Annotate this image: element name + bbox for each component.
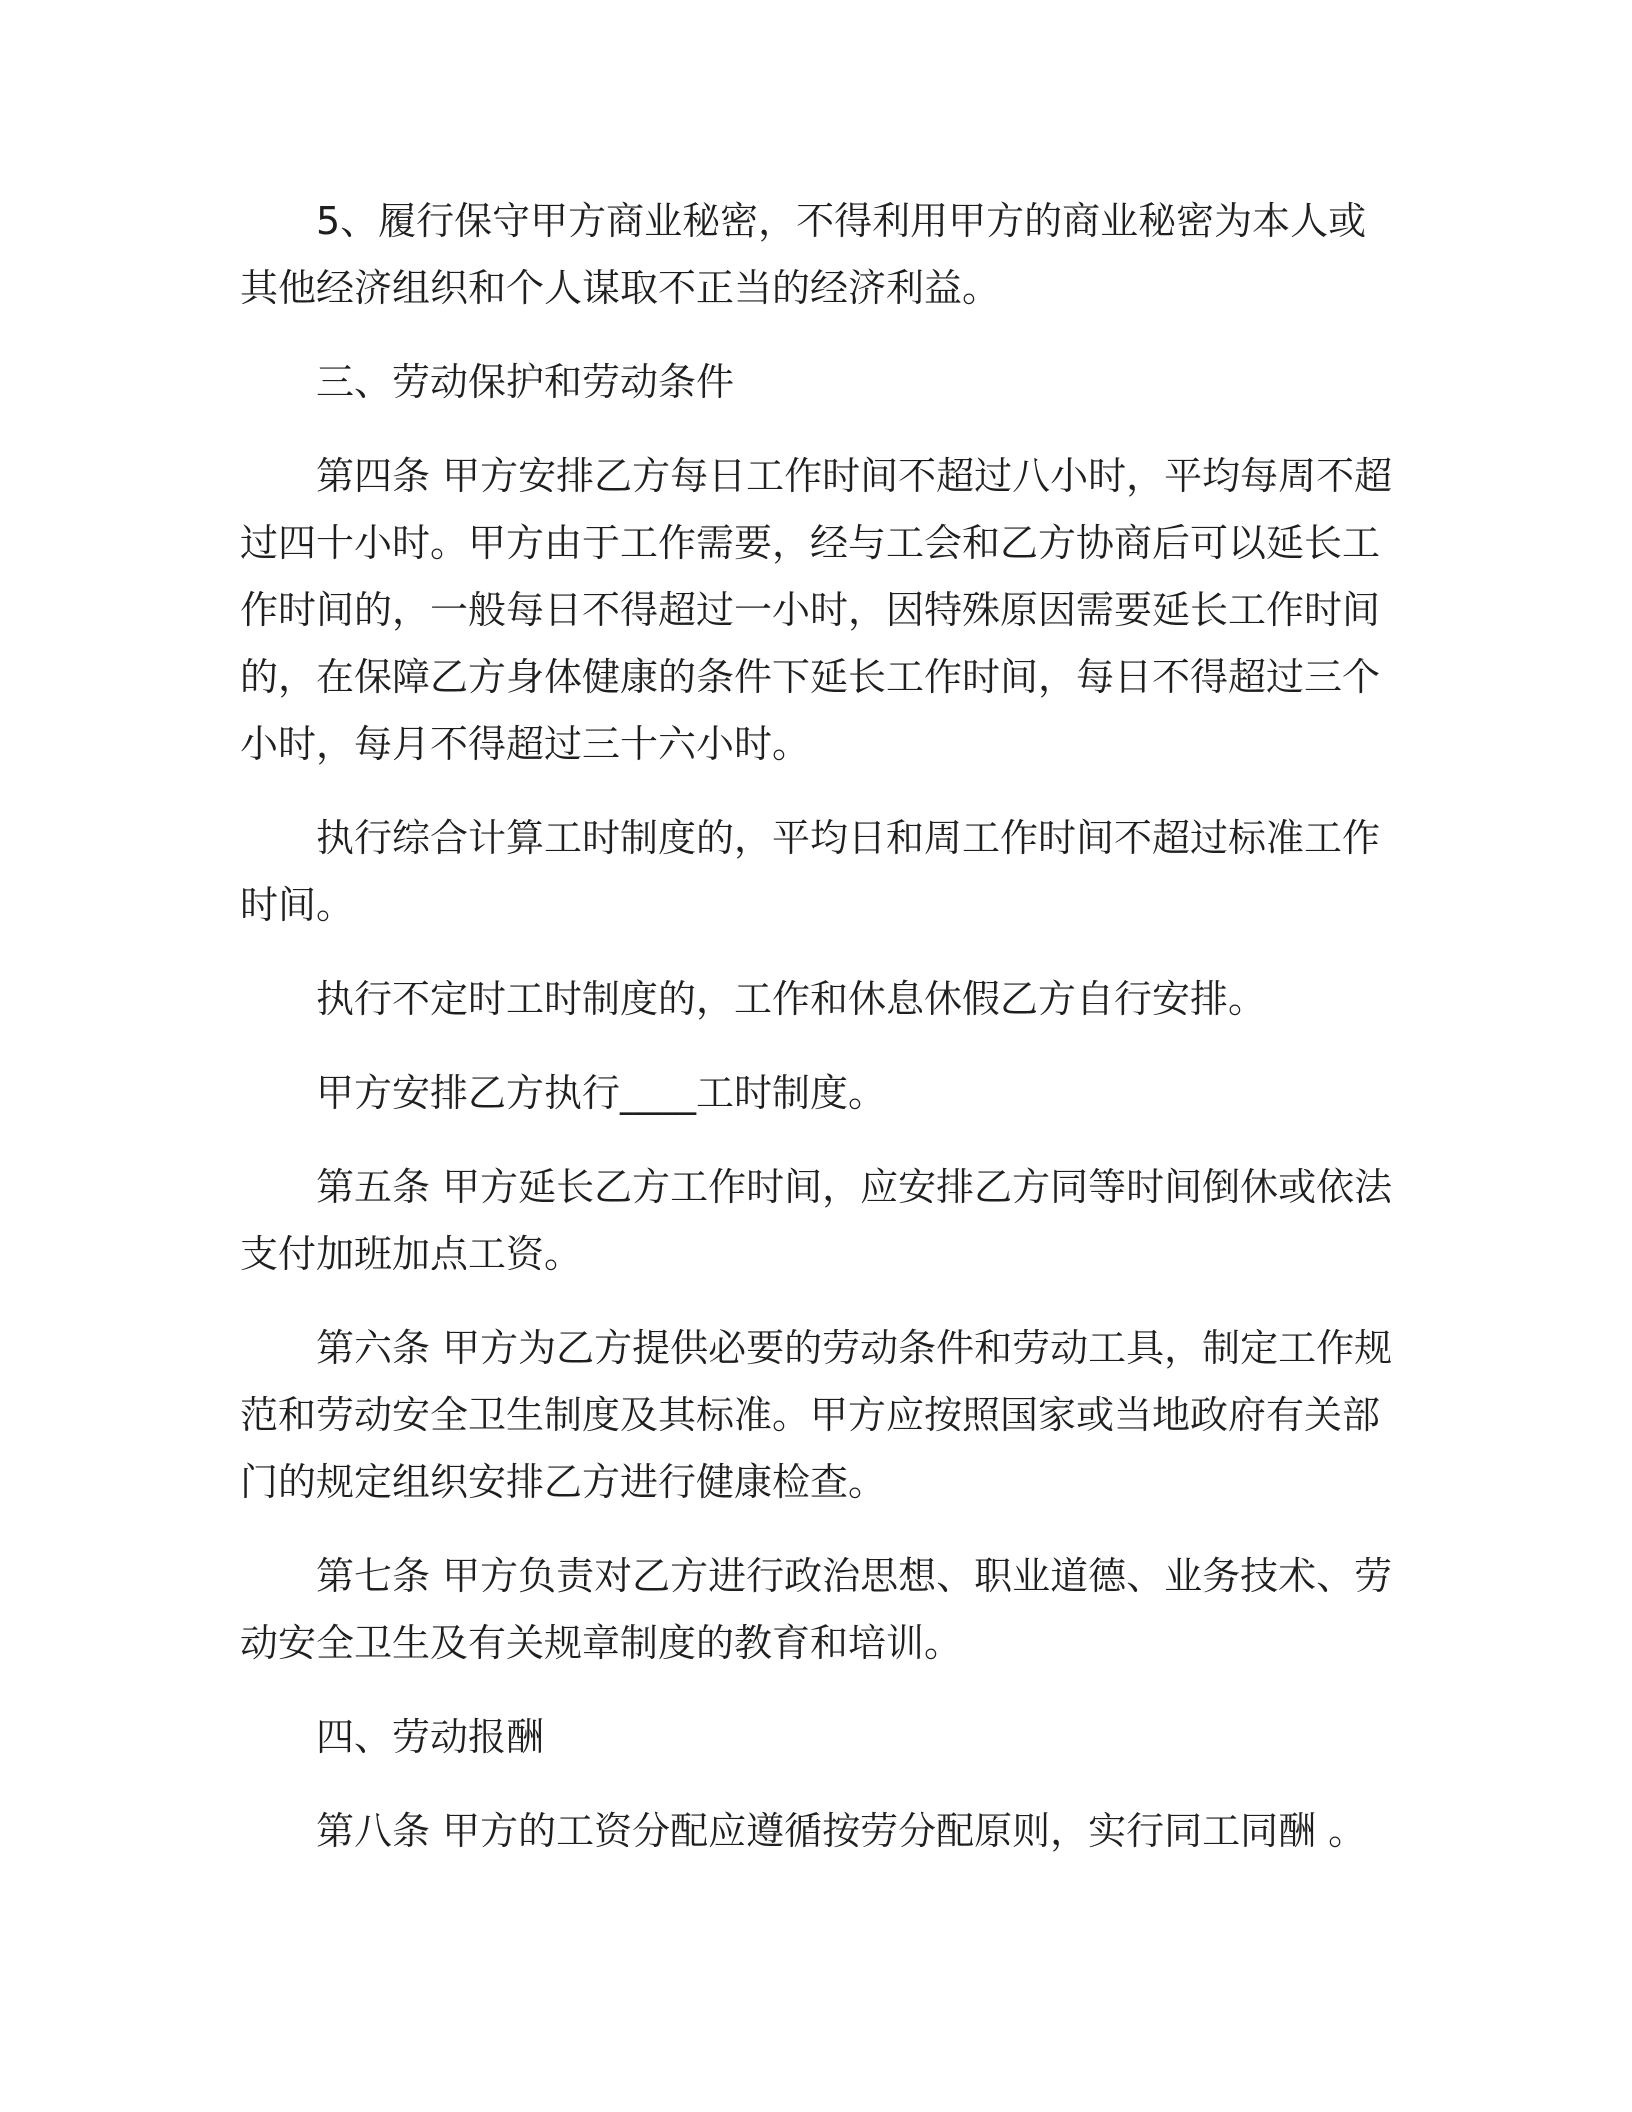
article-6-working-conditions: 第六条 甲方为乙方提供必要的劳动条件和劳动工具，制定工作规范和劳动安全卫生制度及其标准。甲方应按照国家或当地政府有关部门的规定组织安排乙方进行健康检查。 bbox=[240, 1326, 1393, 1504]
article-5-overtime: 第五条 甲方延长乙方工作时间，应安排乙方同等时间倒休或依法支付加班加点工资。 bbox=[240, 1165, 1393, 1276]
article-8-wage-distribution: 第八条 甲方的工资分配应遵循按劳分配原则，实行同工同酬 。 bbox=[316, 1809, 1367, 1853]
document-body bbox=[240, 188, 1400, 1865]
article-4-working-hours: 第四条 甲方安排乙方每日工作时间不超过八小时，平均每周不超过四十小时。甲方由于工作需要，经与工会和乙方协商后可以延长工作时间的，一般每日不得超过一小时，因特殊原因需要延长工作时间的，在保障乙方身体健康的条件下延长工作时间，每日不得超过三个小时，每月不得超过三十六小时。 bbox=[240, 454, 1393, 766]
flexible-hours-paragraph: 执行不定时工时制度的，工作和休息休假乙方自行安排。 bbox=[316, 977, 1267, 1021]
assigned-hours-system-paragraph: 甲方安排乙方执行____工时制度。 bbox=[316, 1071, 887, 1115]
clause-5-confidentiality: 5、履行保守甲方商业秘密，不得利用甲方的商业秘密为本人或其他经济组织和个人谋取不正当的经济利益。 bbox=[240, 199, 1367, 310]
section-heading-labor-protection: 三、劳动保护和劳动条件 bbox=[316, 360, 735, 404]
comprehensive-hours-paragraph: 执行综合计算工时制度的，平均日和周工作时间不超过标准工作时间。 bbox=[240, 816, 1381, 927]
article-7-training: 第七条 甲方负责对乙方进行政治思想、职业道德、业务技术、劳动安全卫生及有关规章制度的教育和培训。 bbox=[240, 1554, 1393, 1665]
section-heading-remuneration: 四、劳动报酬 bbox=[316, 1715, 545, 1759]
